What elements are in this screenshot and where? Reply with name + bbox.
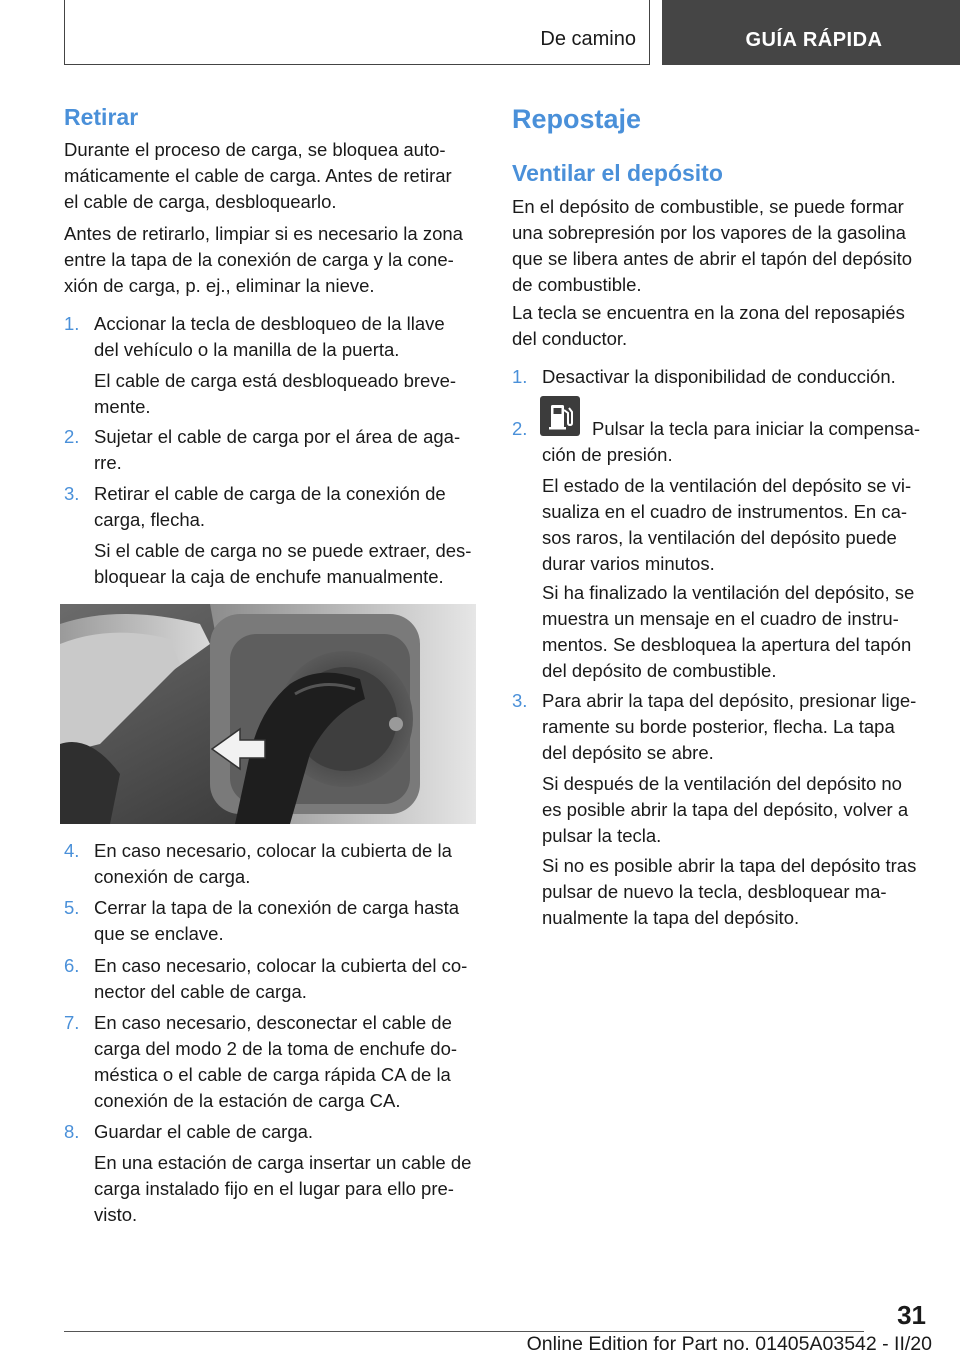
page-number: 31: [897, 1300, 926, 1330]
step-number: 2.: [64, 426, 80, 447]
step-number: 2.: [512, 418, 528, 439]
charging-cable-photo: [60, 604, 476, 824]
step-number: 3.: [512, 690, 528, 711]
fuel-button-icon: [540, 396, 580, 436]
header-rule-left: [64, 0, 65, 65]
step-note: Si el cable de carga no se puede extraer, des‐ bloquear la caja de enchufe manualmente.: [94, 540, 472, 587]
step-text: Retirar el cable de carga de la conexión de carga, flecha.: [94, 483, 446, 530]
step-text: Accionar la tecla de desbloqueo de la llave del vehículo o la manilla de la puerta.: [94, 313, 445, 360]
step-number: 1.: [512, 366, 528, 387]
step-number: 7.: [64, 1012, 80, 1033]
step-text: Para abrir la tapa del depósito, presionar lige‐ ramente su borde posterior, flecha. La tapa del depósito se abre.: [542, 690, 917, 763]
heading-repostaje: Repostaje: [512, 104, 642, 134]
step-note: El estado de la ventilación del depósito se vi‐ sualiza en el cuadro de instrumentos. En ca‐ sos raros, la ventilación del depósito puede durar varios minutos.: [542, 475, 912, 574]
step-note: Si no es posible abrir la tapa del depósito tras pulsar de nuevo la tecla, desbloquear ma‐ nualmente la tapa del depósito.: [542, 855, 917, 928]
step-number: 3.: [64, 483, 80, 504]
right-paragraph-2: La tecla se encuentra en la zona del reposapiés del conductor.: [512, 302, 905, 349]
step-note: En una estación de carga insertar un cable de carga instalado fijo en el lugar para ello pre‐ visto.: [94, 1152, 472, 1225]
header-section-title: De camino: [540, 28, 636, 50]
heading-retirar: Retirar: [64, 104, 139, 130]
heading-ventilar: Ventilar el depósito: [512, 160, 723, 186]
step-text: En caso necesario, colocar la cubierta del co‐ nector del cable de carga.: [94, 955, 468, 1002]
step-note: El cable de carga está desbloqueado breve‐ mente.: [94, 370, 457, 417]
step-text: ción de presión.: [542, 444, 673, 465]
left-paragraph-1: Durante el proceso de carga, se bloquea auto‐ máticamente el cable de carga. Antes de retirar el cable de carga, desbloquearlo.: [64, 139, 452, 212]
header-rule-right: [649, 0, 650, 65]
step-text: Cerrar la tapa de la conexión de carga hasta que se enclave.: [94, 897, 460, 944]
step-text: Desactivar la disponibilidad de conducción.: [542, 366, 896, 387]
left-paragraph-2: Antes de retirarlo, limpiar si es necesario la zona entre la tapa de la conexión de carga y la cone‐ xión de carga, p. ej., eliminar la nieve.: [64, 223, 463, 296]
header-chapter-tab[interactable]: GUÍA RÁPIDA: [662, 0, 960, 65]
step-number: 8.: [64, 1121, 80, 1142]
footer-rule: [64, 1331, 864, 1332]
charging-cable-illustration: [60, 604, 476, 824]
step-text: Sujetar el cable de carga por el área de aga‐ rre.: [94, 426, 461, 473]
step-text: En caso necesario, desconectar el cable de carga del modo 2 de la toma de enchufe do‐ méstica o el cable de carga rápida CA de la conexión de la estación de carga CA.: [94, 1012, 458, 1111]
step-number: 1.: [64, 313, 80, 334]
step-number: 6.: [64, 955, 80, 976]
step-text: En caso necesario, colocar la cubierta de la conexión de carga.: [94, 840, 452, 887]
step-text-first: Pulsar la tecla para iniciar la compensa‐: [592, 418, 921, 439]
step-number: 4.: [64, 840, 80, 861]
header-rule: [64, 64, 650, 65]
step-note: Si después de la ventilación del depósito no es posible abrir la tapa del depósito, volver a pulsar la tecla.: [542, 773, 909, 846]
footer-edition: Online Edition for Part no. 01405A03542 - II/20: [526, 1333, 932, 1355]
right-paragraph-1: En el depósito de combustible, se puede formar una sobrepresión por los vapores de la gasolina que se libera antes de abrir el tapón del depósito de combustible.: [512, 196, 913, 295]
step-number: 5.: [64, 897, 80, 918]
step-note: Si ha finalizado la ventilación del depósito, se muestra un mensaje en el cuadro de instru‐ mentos. Se desbloquea la apertura del tapón del depósito de combustible.: [542, 582, 915, 681]
step-text: Guardar el cable de carga.: [94, 1121, 314, 1142]
